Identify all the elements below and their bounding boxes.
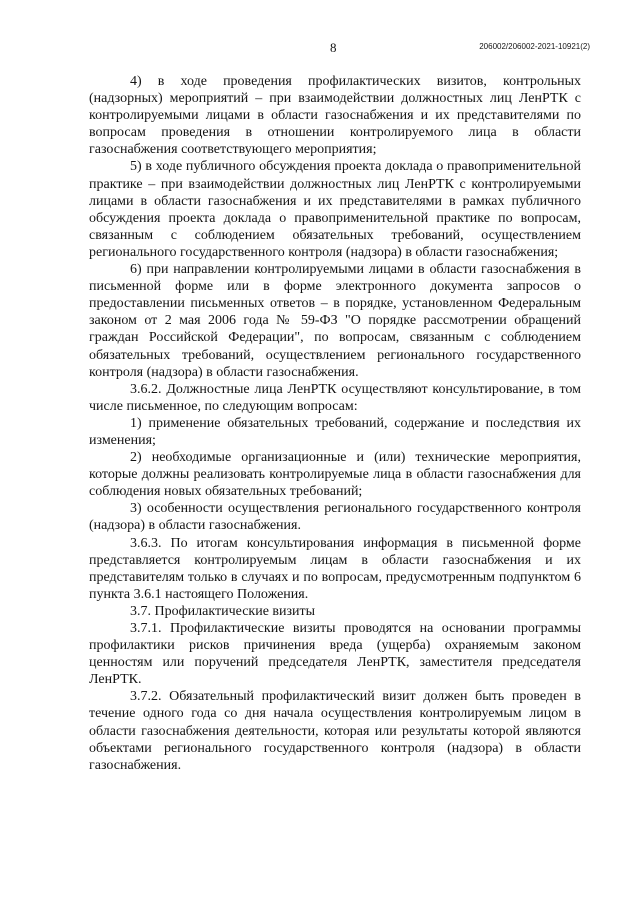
document-body (89, 73, 581, 774)
paragraph-list-2: 2) необходимые организационные и (или) технические мероприятия, которые должны реализовать контролируемые лица в области газоснабжения для соблюдения новых обязательных требований; (89, 450, 581, 500)
paragraph-item-6: 6) при направлении контролируемыми лицами в области газоснабжения в письменной форме или в форме электронного документа запросов о предоставлении письменных ответов – в порядке, установленном Федеральным законом от 2 мая 2006 года № 59-ФЗ "О порядке рассмотрении обращений граждан Российской Федерации", по вопросам, связанным с соблюдением обязательных требований, осуществлением регионального государственного контроля (надзора) в области газоснабжения. (89, 262, 581, 380)
paragraph-3-7-2: 3.7.2. Обязательный профилактический визит должен быть проведен в течение одного года со дня начала осуществления контролируемым лицом в области газоснабжения деятельности, которая или результаты которой являются объектами регионального государственного контроля (надзора) в области газоснабжения. (89, 689, 581, 773)
paragraph-3-6-3: 3.6.3. По итогам консультирования информация в письменной форме представляется контролируемым лицам в области газоснабжения и их представителям только в случаях и по вопросам, предусмотренным подпунктом 6 пункта 3.6.1 настоящего Положения. (89, 535, 581, 602)
page-header (0, 38, 640, 58)
page-number: 8 (330, 40, 337, 55)
paragraph-3-6-2: 3.6.2. Должностные лица ЛенРТК осуществляют консультирование, в том числе письменное, по следующим вопросам: (89, 381, 581, 414)
paragraph-list-1: 1) применение обязательных требований, содержание и последствия их изменения; (89, 415, 581, 448)
section-heading-3-7: 3.7. Профилактические визиты (130, 603, 316, 619)
document-code: 206002/206002-2021-10921(2) (479, 42, 590, 51)
paragraph-item-5: 5) в ходе публичного обсуждения проекта доклада о правоприменительной практике – при взаимодействии должностных лиц ЛенРТК с контролируемыми лицами в области газоснабжения и их представителями в рамках публичного обсуждения проекта доклада о правоприменительной практике по вопросам, связанным с соблюдением обязательных требований, осуществлением регионального государственного контроля (надзора) в области газоснабжения; (89, 159, 581, 260)
paragraph-3-7-1: 3.7.1. Профилактические визиты проводятся на основании программы профилактики рисков причинения вреда (ущерба) охраняемым законом ценностям или поручений председателя ЛенРТК, заместителя председателя ЛенРТК. (89, 621, 581, 688)
paragraph-item-4: 4) в ходе проведения профилактических визитов, контрольных (надзорных) мероприятий – при взаимодействии должностных лиц ЛенРТК с контролируемыми лицами в области газоснабжения и их представителями по вопросам проведения в отношении контролируемого лица в области газоснабжения соответствующего мероприятия; (89, 74, 581, 158)
paragraph-list-3: 3) особенности осуществления регионального государственного контроля (надзора) в области газоснабжения. (89, 501, 581, 534)
